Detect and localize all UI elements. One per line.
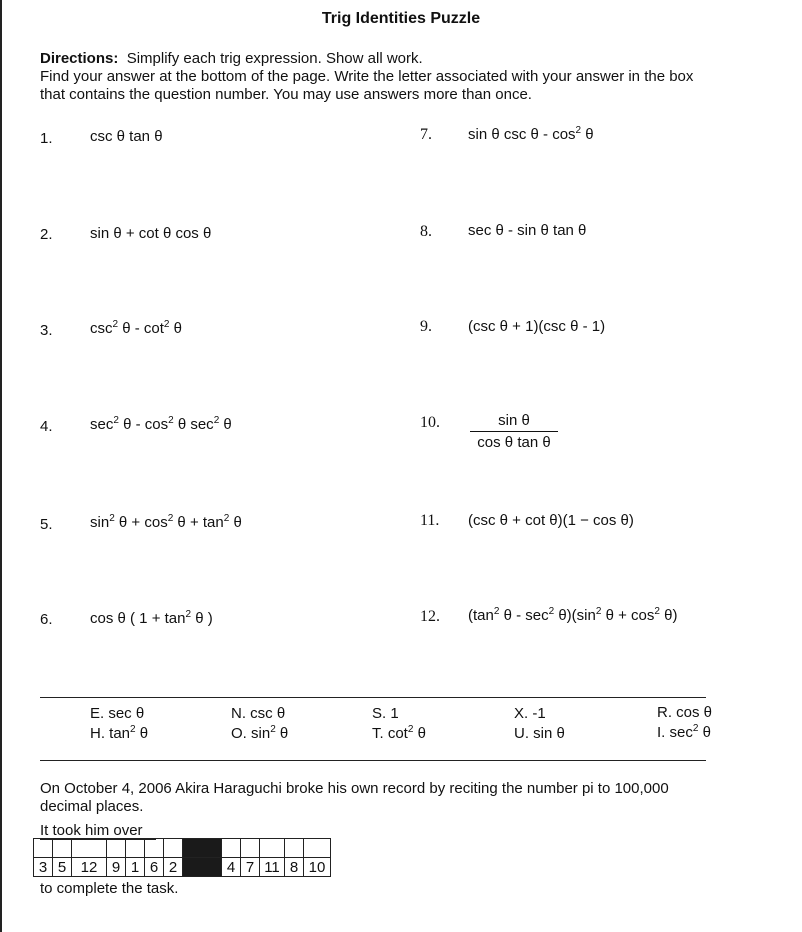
problem-6-number: 6. [40, 611, 53, 628]
directions-line3: that contains the question number. You may use answers more than once. [40, 86, 532, 103]
box-number: 3 [34, 858, 53, 877]
problem-8-number: 8. [420, 223, 432, 240]
directions-label: Directions: [40, 50, 119, 67]
story-finish: to complete the task. [40, 880, 179, 897]
box-number: 5 [53, 858, 72, 877]
answer-H: H. $\tan^2 \theta$ [90, 724, 149, 742]
answer-box[interactable] [164, 839, 183, 858]
problem-2-number: 2. [40, 226, 53, 243]
problem-5-number: 5. [40, 516, 53, 533]
problem-10-denominator: cos θ tan θ [477, 434, 551, 451]
answer-R: R. cos θ [657, 704, 713, 721]
directions [40, 50, 780, 104]
answer-E: E. sec θ [90, 705, 145, 722]
box-number: 7 [241, 858, 260, 877]
answer-box[interactable] [53, 839, 72, 858]
answer-box[interactable] [72, 839, 107, 858]
problem-5-expression: $\sin^2 \theta + \cos^2 \theta + \tan^2 \theta$ [90, 513, 242, 531]
problem-4-number: 4. [40, 418, 53, 435]
problem-3-expression: $\csc^2 \theta - \cot^2 \theta$ [90, 319, 182, 337]
problem-12-expression: ($\tan^2$ θ - $\sec^2 \theta)(\sin^2$ $\theta + \cos^2 \theta$) [468, 606, 678, 624]
problem-3-number: 3. [40, 322, 53, 339]
answer-N: N. csc θ [231, 705, 286, 722]
problem-8-expression: sec θ - sin θ tan θ [468, 222, 587, 239]
box-number: 11 [260, 858, 285, 877]
problem-11-number: 11. [420, 512, 440, 529]
answer-box[interactable] [241, 839, 260, 858]
box-number: 1 [126, 858, 145, 877]
answer-box[interactable] [304, 839, 331, 858]
problem-1-number: 1. [40, 130, 53, 147]
answer-box[interactable] [126, 839, 145, 858]
answer-box[interactable] [107, 839, 126, 858]
answer-I: I. $\sec^2 \theta$ [657, 723, 711, 741]
box-number: 4 [222, 858, 241, 877]
box-number: 9 [107, 858, 126, 877]
problem-7-number: 7. [420, 126, 432, 143]
box-number: 6 [145, 858, 164, 877]
word-gap-box [183, 839, 222, 858]
directions-line2: Find your answer at the bottom of the page. Write the letter associated with your answer in the box [40, 68, 694, 85]
problem-10-fraction [470, 412, 558, 451]
problem-1-expression: csc θ tan θ [90, 128, 163, 145]
answer-box[interactable] [285, 839, 304, 858]
answer-T: T. $\cot^2 \theta$ [372, 724, 426, 742]
word-gap-box [183, 858, 222, 877]
problem-10-numerator: sin θ [470, 412, 558, 432]
answer-bank-top-rule [40, 697, 706, 698]
answer-bank-bottom-rule [40, 760, 706, 761]
box-number: 8 [285, 858, 304, 877]
answer-X: X. -1 [514, 705, 546, 722]
answer-boxes [33, 838, 331, 877]
box-number: 2 [164, 858, 183, 877]
problem-9-number: 9. [420, 318, 432, 335]
box-number: 12 [72, 858, 107, 877]
problem-7-expression: sin θ csc θ - $\cos^2 \theta$ [468, 125, 594, 143]
problem-10-number: 10. [420, 414, 440, 431]
story-took: It took him over [40, 822, 143, 839]
answer-O: O. $\sin^2 \theta$ [231, 724, 289, 742]
problem-11-expression: (csc θ + cot θ)(1 − cos θ) [468, 512, 634, 529]
answer-U: U. sin θ [514, 725, 565, 742]
problem-6-expression: cos θ ( $1 + \tan^2 \theta$ ) [90, 609, 213, 627]
answer-box[interactable] [145, 839, 164, 858]
problem-12-number: 12. [420, 608, 440, 625]
page-title: Trig Identities Puzzle [321, 10, 481, 27]
story-line1: On October 4, 2006 Akira Haraguchi broke his own record by reciting the number pi to 100,000 [40, 780, 669, 797]
directions-line1: Simplify each trig expression. Show all work. [126, 50, 423, 67]
problem-4-expression: $\sec^2 \theta - \cos^2 \theta$ $\sec^2 \theta$ [90, 415, 232, 433]
page-edge [0, 0, 2, 932]
story-line2: decimal places. [40, 798, 144, 815]
answer-box[interactable] [260, 839, 285, 858]
answer-box[interactable] [34, 839, 53, 858]
problem-2-expression: sin θ + cot θ cos θ [90, 225, 212, 242]
answer-S: S. 1 [372, 705, 399, 722]
answer-box[interactable] [222, 839, 241, 858]
story-text [40, 780, 740, 816]
box-number: 10 [304, 858, 331, 877]
problem-9-expression: (csc θ + 1)(csc θ - 1) [468, 318, 606, 335]
